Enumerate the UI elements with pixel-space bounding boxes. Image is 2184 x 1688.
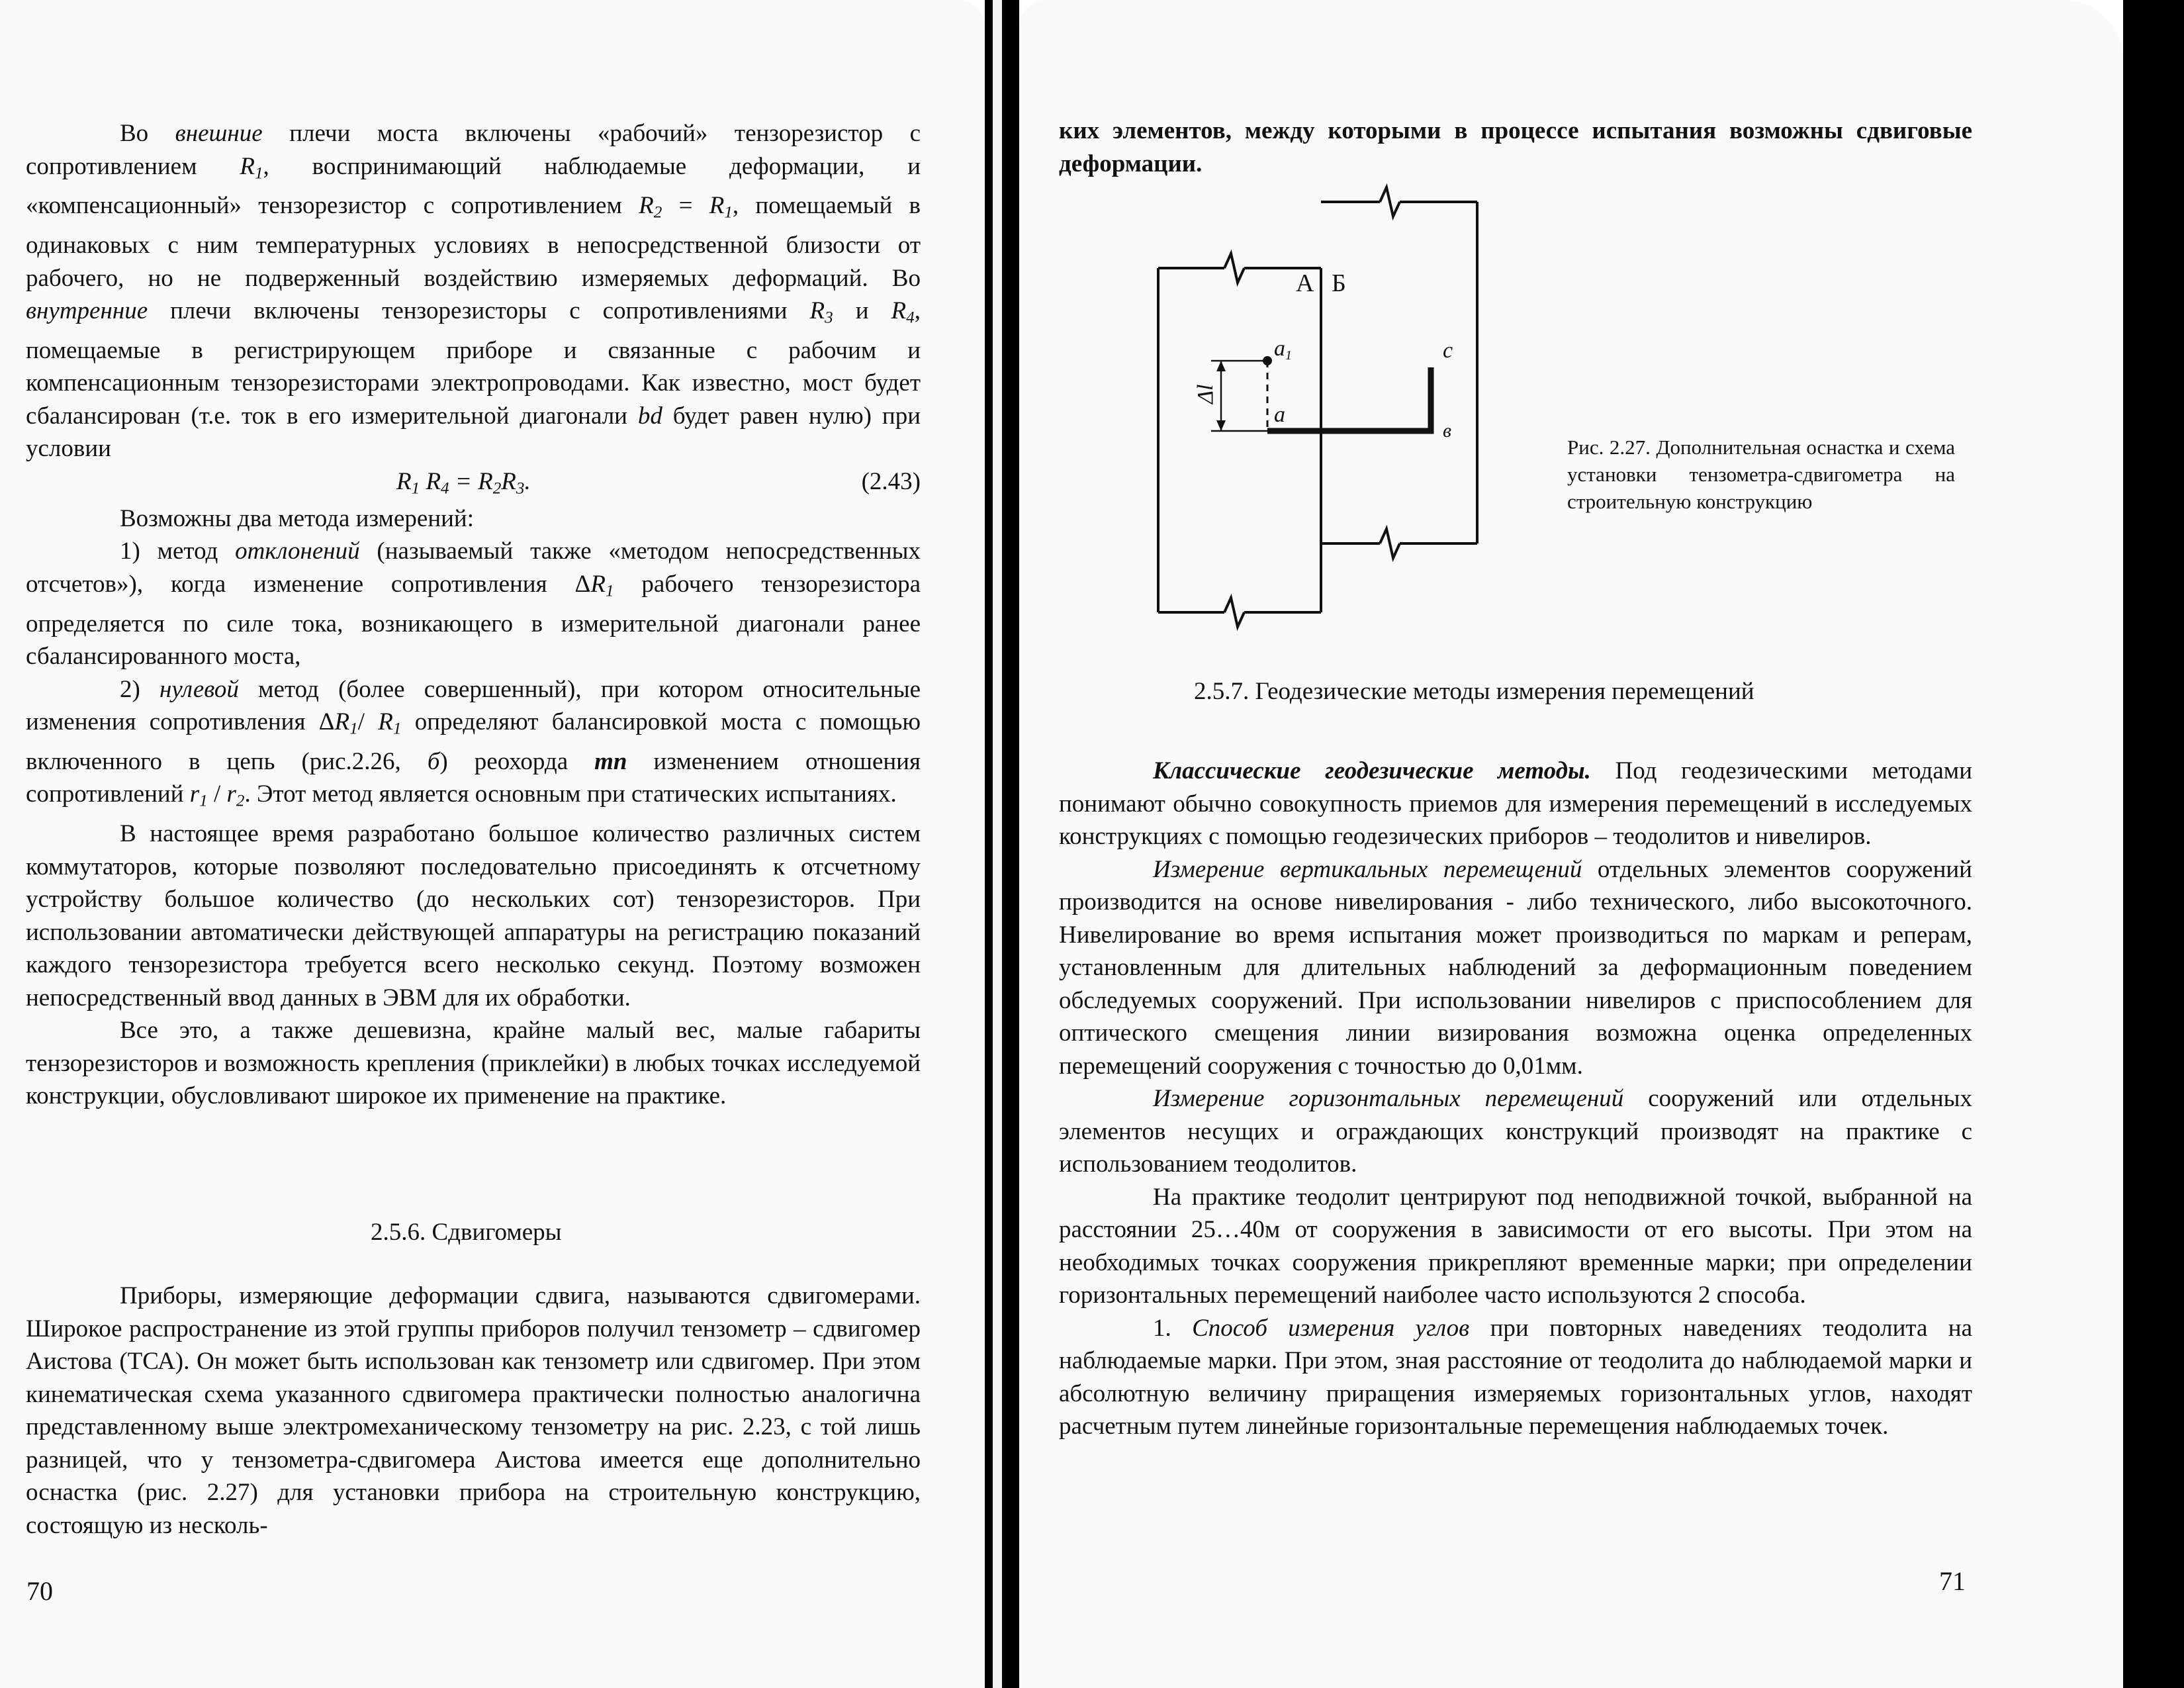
section-2-5-6-body (26, 1280, 921, 1542)
text-run: R (709, 192, 725, 220)
paragraph (26, 535, 921, 673)
dimension-arrow-down (1216, 420, 1226, 431)
label-a: a (1274, 402, 1285, 427)
text-run: , воспринимающий наблюдаемые деформации, и «компенсационный» тензорезистор с сопротивлением (26, 152, 921, 220)
text-run: сооружений или отдельных элементов несущих и ограждающих конструкций производят на практике с использованием теодолитов. (1059, 1085, 1972, 1178)
label-A: А (1296, 269, 1314, 297)
text-run: 1) метод (120, 538, 236, 565)
text-run: Возможны два метода измерений: (120, 504, 475, 532)
text-run: внешние (175, 120, 263, 147)
text-run: метод (более совершенный), при котором относительные изменения сопротивления Δ (26, 675, 921, 736)
text-run: Измерение вертикальных перемещений (1153, 855, 1582, 883)
text-run: Измерение горизонтальных перемещений (1153, 1085, 1624, 1112)
tensometer-bar (1267, 367, 1431, 431)
text-run: , помещаемые в регистрирующем приборе и связанные с рабочим и компенсационным тензорезисторами электропроводами. Как известно, мост будет сбалансирован (т.е. ток в его измерительной диагонали (26, 297, 921, 430)
text-run: R (590, 570, 606, 598)
text-run: r (189, 780, 200, 808)
point-a1 (1263, 356, 1272, 365)
text-run: = (662, 192, 709, 220)
left-page (0, 0, 985, 1688)
paragraph (1059, 755, 1972, 853)
text-run: / (207, 780, 227, 808)
text-run: отклонений (235, 538, 360, 565)
equation-2-43 (26, 465, 921, 502)
text-run: будет равен нулю) при условии (26, 402, 921, 463)
label-delta-l: Δl (1193, 384, 1218, 404)
dimension-arrow-up (1216, 361, 1226, 371)
label-a1: a1 (1274, 336, 1292, 363)
text-run: 1 (392, 720, 402, 738)
text-run: плечи включены тензорезисторы с сопротивлениями (148, 297, 810, 325)
text-run: 3 (825, 308, 833, 327)
equation-number: (2.43) (861, 467, 921, 495)
paragraph (1059, 1312, 1972, 1443)
text-run: . Этот метод является основным при статических испытаниях. (244, 780, 897, 808)
text-run: 4 (906, 308, 915, 327)
equation-formula: $R_1$ $R_4 = R_2R_3$. (396, 467, 531, 498)
page-edge-dark (2123, 0, 2184, 1688)
text-run: bd (637, 402, 662, 430)
text-run: 1. (1153, 1314, 1193, 1342)
label-v: в (1443, 420, 1452, 442)
text-run: R (378, 708, 393, 736)
text-run: Под геодезическими методами понимают обычно совокупность приемов для измерения перемещений в исследуемых конструкциях с помощью геодезических приборов – теодолитов и нивелиров. (1059, 757, 1972, 850)
text-run: Приборы, измеряющие деформации сдвига, называются сдвигомерами. Широкое распространение из этой группы приборов получил тензометр – сдвигомер Аистова (ТСА). Он может быть использован как тензометр или сдвигомер. При этом кинематическая схема указанного сдвигомера практически полностью аналогична представленному выше электромеханическому тензометру на рис. 2.23, с той лишь разницей, что у тензометра-сдвигомера Аистова имеется еще дополнительно оснастка (рис. 2.27) для установки прибора на строительную конструкцию, состоящую из несколь- (26, 1282, 921, 1539)
paragraph (26, 1280, 921, 1542)
text-run: Все это, а также дешевизна, крайне малый вес, малые габариты тензорезисторов и возможность крепления (приклейки) в любых точках исследуемой конструкции, обусловливают широкое их применение на практике. (26, 1017, 921, 1110)
paragraph (26, 1014, 921, 1113)
text-run: рабочего тензорезистора определяется по силе тока, возникающего в измерительной диагонали ранее сбалансированного моста, (26, 570, 921, 671)
label-B: Б (1332, 269, 1346, 297)
text-run: плечи моста включены «рабочий» тензорезистор с сопротивлением (26, 120, 921, 180)
break-mark-bottom-a (1224, 598, 1244, 627)
text-run: 1 (605, 582, 614, 600)
text-run: отдельных элементов сооружений производится на основе нивелирования - либо технического, либо высокоточного. Нивелирование во время испытания может производиться по маркам и реперам, установленным для длительных наблюдений за деформационным поведением обследуемых сооружений. При использовании нивелиров с приспособлением для оптического смещения линии визирования возможна оценка определенных перемещений сооружения с точностью до 0,01мм. (1059, 855, 1972, 1080)
label-c: c (1443, 338, 1453, 363)
text-run: 1 (199, 792, 208, 810)
text-run: 2 (236, 792, 245, 810)
break-mark-top-a (1224, 254, 1244, 283)
text-run: определяют балансировкой моста с помощью включенного в цепь (рис.2.26, (26, 708, 921, 775)
text-run: , помещаемый в одинаковых с ним температурных условиях в непосредственной близости от рабочего, но не подверженный воздействию измеряемых деформаций. Во (26, 192, 921, 292)
text-run: R (891, 297, 907, 325)
book-gutter (985, 0, 1019, 1688)
figure-caption: Рис. 2.27. Дополнительная оснастка и схема установки тензометра-сдвигометра на строительную конструкцию (1567, 436, 1955, 513)
break-mark-bottom-b (1380, 529, 1400, 558)
text-run: внутренние (26, 297, 148, 325)
paragraph (26, 818, 921, 1014)
element-b-outline (1321, 202, 1477, 543)
text-run: r (226, 780, 236, 808)
paragraph (26, 673, 921, 818)
text-run: Классические геодезические методы. (1153, 757, 1591, 784)
left-page-body (26, 117, 921, 1113)
text-run: изменением отношения сопротивлений (26, 747, 921, 808)
text-run: На практике теодолит центрируют под неподвижной точкой, выбранной на расстоянии 25…40м от сооружения в зависимости от его высоты. При этом на необходимых точках сооружения прикрепляют временные марки; при определении горизонтальных перемещений наиболее часто используются 2 способа. (1059, 1183, 1972, 1309)
paragraph (1059, 1082, 1972, 1181)
section-2-5-7-body (1059, 755, 1972, 1443)
text-run: mn (594, 747, 627, 775)
section-heading-2-5-7: 2.5.7. Геодезические методы измерения перемещений (1194, 678, 1754, 705)
text-run: / (357, 708, 379, 736)
paragraph (1059, 1181, 1972, 1312)
page-number-left: 70 (26, 1576, 53, 1606)
paragraph (1059, 853, 1972, 1083)
text-run: б (427, 747, 440, 775)
text-run: R (334, 708, 350, 736)
paragraph (26, 117, 921, 465)
text-run: и (833, 297, 891, 325)
text-run: 2 (653, 203, 662, 222)
text-run: В настоящее время разработано большое количество различных систем коммутаторов, которые позволяют последовательно присоединять к отсчетному устройству большое количество (до нескольких сот) тензорезисторов. При использовании автоматически действующей аппаратуры на регистрацию показаний каждого тензорезистора требуется всего несколько секунд. Поэтому возможен непосредственный ввод данных в ЭВМ для их обработки. (26, 820, 921, 1011)
text-run: (называемый также «методом непосредственных отсчетов»), когда изменение сопротивления Δ (26, 538, 921, 598)
text-run: 1 (254, 164, 263, 182)
text-run: ких элементов, между которыми в процессе испытания возможны сдвиговые деформации. (1059, 117, 1972, 177)
text-run: 2) (120, 675, 160, 703)
text-run: при повторных наведениях теодолита на наблюдаемые марки. При этом, зная расстояние от теодолита до наблюдаемой марки и абсолютную величину приращения измеряемых горизонтальных углов, находят расчетным путем линейные горизонтальные перемещения наблюдаемых точек. (1059, 1314, 1973, 1440)
figure-2-27 (1125, 175, 1496, 639)
section-heading-2-5-6: 2.5.6. Сдвигомеры (371, 1219, 562, 1246)
paragraph (1059, 115, 1972, 180)
text-run: 1 (724, 203, 733, 222)
page-number-right: 71 (1939, 1566, 1966, 1596)
right-page-top-paragraph (1059, 115, 1972, 180)
gutter-highlight (993, 0, 1002, 1688)
paragraph (26, 502, 921, 536)
element-a-outline (1158, 268, 1321, 612)
break-mark-top-b (1380, 187, 1400, 216)
text-run: Способ измерения углов (1192, 1314, 1470, 1342)
text-run: R (639, 192, 654, 220)
text-run: R (240, 152, 255, 180)
text-run: 1 (349, 720, 358, 738)
text-run: Во (120, 120, 175, 147)
text-run: R (809, 297, 825, 325)
text-run: ) реохорда (439, 747, 595, 775)
text-run: нулевой (159, 675, 239, 703)
